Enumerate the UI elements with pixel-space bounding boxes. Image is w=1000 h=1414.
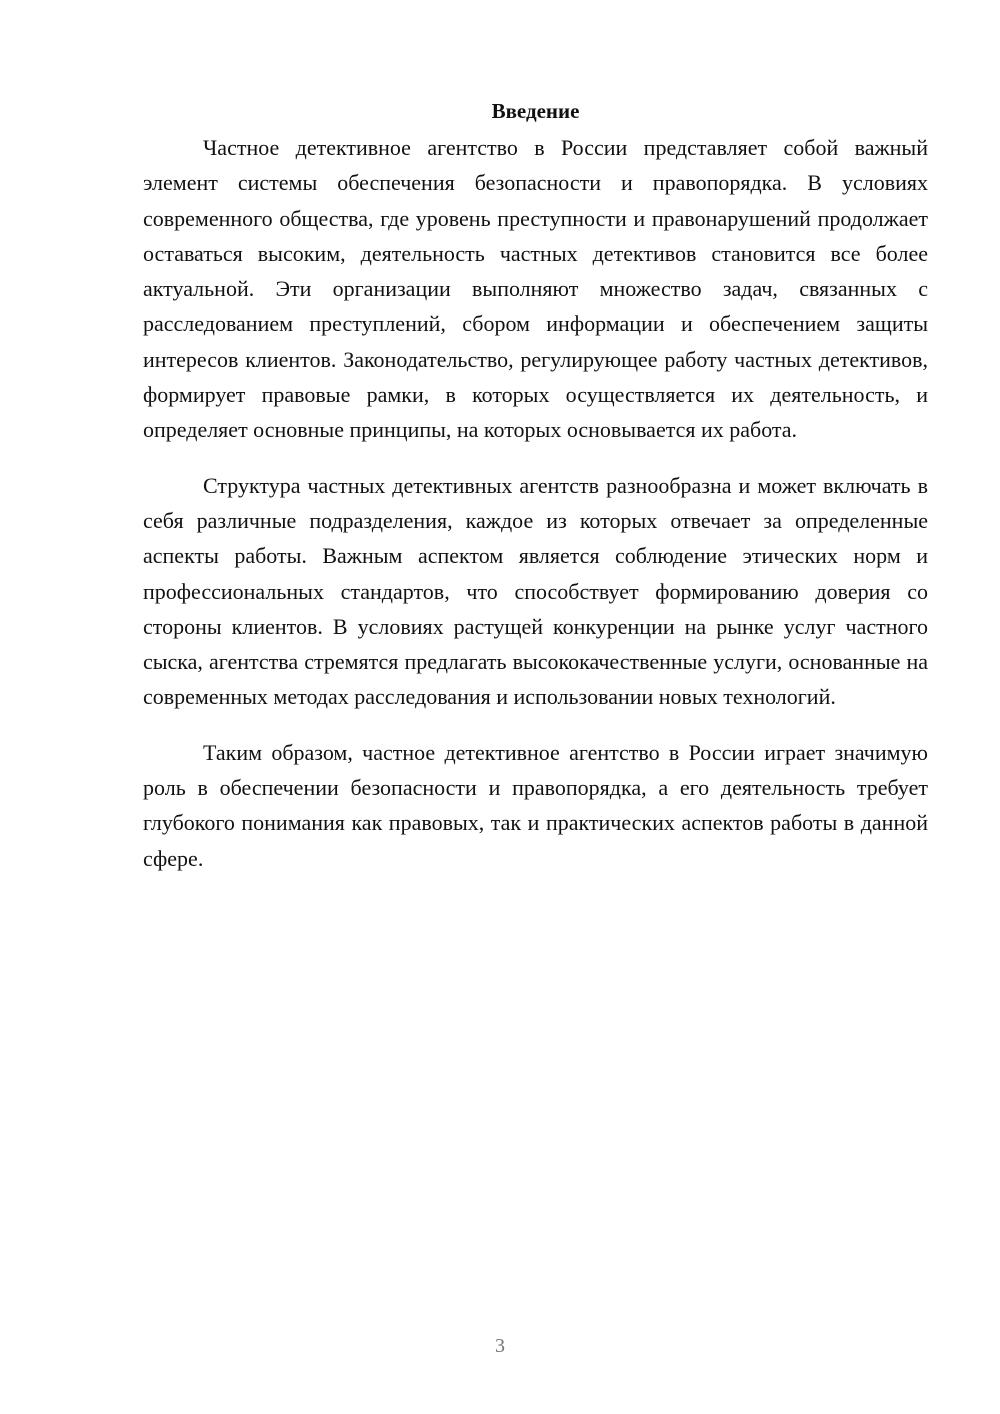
paragraph-conclusion: Таким образом, частное детективное агентство в России играет значимую роль в обеспечении безопасности и правопорядка, а его деятельность требует глубокого понимания как правовых, так и практических аспектов работы в данной сфере. bbox=[143, 739, 928, 871]
page-content bbox=[143, 96, 928, 896]
section-heading: Введение bbox=[491, 99, 580, 123]
page-number: 3 bbox=[495, 1335, 505, 1357]
paragraph-intro: Частное детективное агентство в России представляет собой важный элемент системы обеспечения безопасности и правопорядка. В условиях современного общества, где уровень преступности и правонарушений продолжает оставаться высоким, деятельность частных детективов становится все более актуальной. Эти организации выполняют множество задач, связанных с расследованием преступлений, сбором информации и обеспечением защиты интересов клиентов. Законодательство, регулирующее работу частных детективов, формирует правовые рамки, в которых осуществляется их деятельность, и определяет основные принципы, на которых основывается их работа. bbox=[143, 135, 928, 443]
paragraph-structure: Структура частных детективных агентств разнообразна и может включать в себя различные подразделения, каждое из которых отвечает за определенные аспекты работы. Важным аспектом является соблюдение этических норм и профессиональных стандартов, что способствует формированию доверия со стороны клиентов. В условиях растущей конкуренции на рынке услуг частного сыска, агентства стремятся предлагать высококачественные услуги, основанные на современных методах расследования и использовании новых технологий. bbox=[143, 472, 928, 710]
